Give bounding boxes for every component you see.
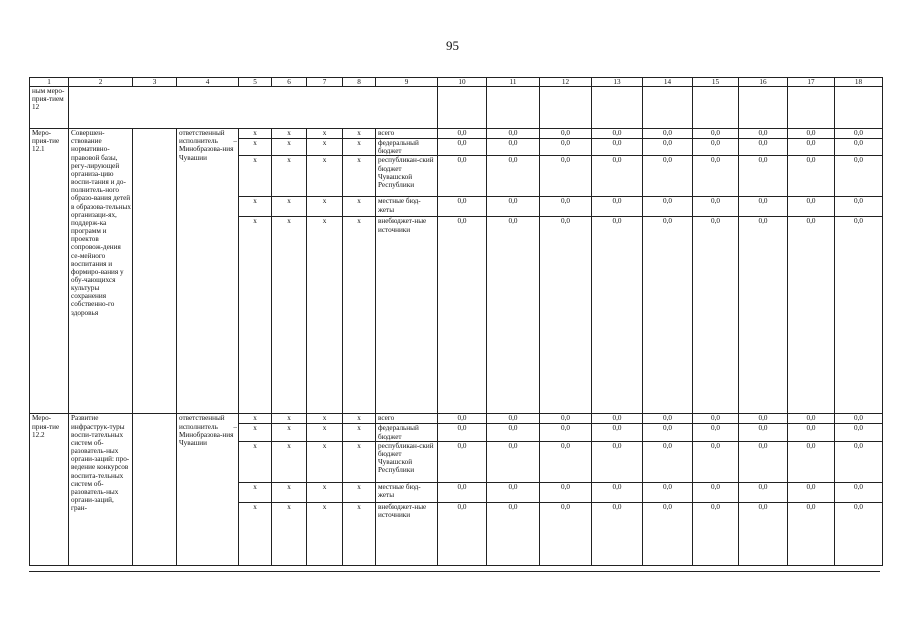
budget-value: 0,0 bbox=[487, 197, 540, 217]
budget-value: 0,0 bbox=[693, 197, 739, 217]
not-applicable-mark: x bbox=[272, 441, 307, 482]
budget-value: 0,0 bbox=[643, 217, 693, 414]
not-applicable-mark: x bbox=[343, 139, 376, 156]
column-number-row bbox=[30, 78, 883, 87]
budget-value: 0,0 bbox=[438, 441, 487, 482]
not-applicable-mark: x bbox=[307, 502, 343, 565]
budget-value: 0,0 bbox=[438, 414, 487, 424]
not-applicable-mark: x bbox=[343, 502, 376, 565]
budget-value: 0,0 bbox=[643, 156, 693, 197]
budget-value: 0,0 bbox=[693, 156, 739, 197]
column-number: 10 bbox=[438, 78, 487, 87]
budget-value: 0,0 bbox=[592, 424, 643, 441]
column-number: 2 bbox=[69, 78, 133, 87]
budget-value: 0,0 bbox=[835, 441, 883, 482]
budget-row bbox=[30, 414, 883, 424]
budget-value: 0,0 bbox=[643, 197, 693, 217]
budget-value: 0,0 bbox=[693, 139, 739, 156]
column-number: 9 bbox=[376, 78, 438, 87]
budget-value: 0,0 bbox=[540, 424, 592, 441]
budget-value: 0,0 bbox=[835, 197, 883, 217]
not-applicable-mark: x bbox=[343, 156, 376, 197]
not-applicable-mark: x bbox=[307, 197, 343, 217]
funding-source: всего bbox=[376, 414, 438, 424]
budget-value: 0,0 bbox=[438, 502, 487, 565]
budget-value: 0,0 bbox=[592, 414, 643, 424]
not-applicable-mark: x bbox=[239, 139, 272, 156]
empty-cell bbox=[69, 87, 438, 129]
budget-value: 0,0 bbox=[487, 139, 540, 156]
budget-value: 0,0 bbox=[643, 441, 693, 482]
budget-value: 0,0 bbox=[693, 441, 739, 482]
budget-value: 0,0 bbox=[739, 482, 788, 502]
budget-value: 0,0 bbox=[835, 156, 883, 197]
budget-value: 0,0 bbox=[643, 502, 693, 565]
funding-source: всего bbox=[376, 129, 438, 139]
empty-cell bbox=[739, 87, 788, 129]
budget-value: 0,0 bbox=[788, 129, 835, 139]
not-applicable-mark: x bbox=[239, 424, 272, 441]
not-applicable-mark: x bbox=[307, 139, 343, 156]
budget-value: 0,0 bbox=[739, 502, 788, 565]
not-applicable-mark: x bbox=[307, 424, 343, 441]
budget-value: 0,0 bbox=[592, 441, 643, 482]
column-number: 8 bbox=[343, 78, 376, 87]
budget-value: 0,0 bbox=[438, 217, 487, 414]
budget-value: 0,0 bbox=[739, 156, 788, 197]
column-3-cell bbox=[133, 414, 177, 565]
budget-value: 0,0 bbox=[788, 414, 835, 424]
budget-value: 0,0 bbox=[643, 139, 693, 156]
budget-value: 0,0 bbox=[643, 424, 693, 441]
budget-value: 0,0 bbox=[835, 424, 883, 441]
not-applicable-mark: x bbox=[239, 129, 272, 139]
budget-value: 0,0 bbox=[835, 217, 883, 414]
empty-cell bbox=[788, 87, 835, 129]
budget-value: 0,0 bbox=[788, 197, 835, 217]
column-number: 14 bbox=[643, 78, 693, 87]
not-applicable-mark: x bbox=[272, 129, 307, 139]
budget-value: 0,0 bbox=[693, 129, 739, 139]
carry-over-text: ным меро-прия-тием 12 bbox=[30, 87, 69, 129]
not-applicable-mark: x bbox=[272, 414, 307, 424]
not-applicable-mark: x bbox=[343, 441, 376, 482]
not-applicable-mark: x bbox=[272, 482, 307, 502]
responsible-executor: ответственный исполнитель – Минобразова-ния Чувашии bbox=[177, 414, 239, 565]
budget-value: 0,0 bbox=[592, 197, 643, 217]
budget-value: 0,0 bbox=[643, 482, 693, 502]
not-applicable-mark: x bbox=[272, 156, 307, 197]
empty-cell bbox=[540, 87, 592, 129]
budget-value: 0,0 bbox=[788, 424, 835, 441]
budget-value: 0,0 bbox=[835, 139, 883, 156]
budget-value: 0,0 bbox=[592, 502, 643, 565]
budget-value: 0,0 bbox=[788, 217, 835, 414]
budget-value: 0,0 bbox=[739, 217, 788, 414]
column-number: 3 bbox=[133, 78, 177, 87]
not-applicable-mark: x bbox=[272, 139, 307, 156]
budget-value: 0,0 bbox=[487, 129, 540, 139]
not-applicable-mark: x bbox=[239, 156, 272, 197]
table-bottom-border bbox=[29, 571, 880, 572]
column-number: 15 bbox=[693, 78, 739, 87]
budget-value: 0,0 bbox=[487, 156, 540, 197]
budget-value: 0,0 bbox=[438, 424, 487, 441]
empty-cell bbox=[438, 87, 487, 129]
column-number: 16 bbox=[739, 78, 788, 87]
not-applicable-mark: x bbox=[272, 424, 307, 441]
budget-value: 0,0 bbox=[739, 441, 788, 482]
column-number: 11 bbox=[487, 78, 540, 87]
funding-source: внебюджет-ные источники bbox=[376, 217, 438, 414]
budget-value: 0,0 bbox=[592, 129, 643, 139]
budget-value: 0,0 bbox=[487, 424, 540, 441]
event-label: Меро-прия-тие 12.2 bbox=[30, 414, 69, 565]
budget-value: 0,0 bbox=[739, 139, 788, 156]
column-number: 12 bbox=[540, 78, 592, 87]
budget-value: 0,0 bbox=[487, 441, 540, 482]
empty-cell bbox=[643, 87, 693, 129]
budget-value: 0,0 bbox=[592, 217, 643, 414]
funding-source: республикан-ский бюджет Чувашской Республики bbox=[376, 156, 438, 197]
budget-value: 0,0 bbox=[835, 129, 883, 139]
budget-value: 0,0 bbox=[438, 156, 487, 197]
not-applicable-mark: x bbox=[272, 502, 307, 565]
not-applicable-mark: x bbox=[239, 482, 272, 502]
budget-value: 0,0 bbox=[835, 414, 883, 424]
funding-source: местные бюд-жеты bbox=[376, 482, 438, 502]
budget-value: 0,0 bbox=[592, 139, 643, 156]
budget-value: 0,0 bbox=[487, 482, 540, 502]
column-number: 4 bbox=[177, 78, 239, 87]
budget-value: 0,0 bbox=[487, 502, 540, 565]
column-number: 17 bbox=[788, 78, 835, 87]
budget-value: 0,0 bbox=[788, 482, 835, 502]
budget-value: 0,0 bbox=[540, 217, 592, 414]
not-applicable-mark: x bbox=[272, 197, 307, 217]
carry-over-row bbox=[30, 87, 883, 129]
column-number: 1 bbox=[30, 78, 69, 87]
budget-value: 0,0 bbox=[835, 482, 883, 502]
not-applicable-mark: x bbox=[307, 441, 343, 482]
not-applicable-mark: x bbox=[307, 482, 343, 502]
budget-value: 0,0 bbox=[438, 129, 487, 139]
not-applicable-mark: x bbox=[343, 129, 376, 139]
budget-value: 0,0 bbox=[487, 414, 540, 424]
budget-value: 0,0 bbox=[739, 129, 788, 139]
budget-value: 0,0 bbox=[693, 502, 739, 565]
column-number: 13 bbox=[592, 78, 643, 87]
responsible-executor: ответственный исполнитель – Минобразова-ния Чувашии bbox=[177, 129, 239, 414]
empty-cell bbox=[592, 87, 643, 129]
column-number: 18 bbox=[835, 78, 883, 87]
budget-value: 0,0 bbox=[693, 482, 739, 502]
budget-value: 0,0 bbox=[693, 217, 739, 414]
not-applicable-mark: x bbox=[272, 217, 307, 414]
funding-source: республикан-ский бюджет Чувашской Республики bbox=[376, 441, 438, 482]
not-applicable-mark: x bbox=[239, 217, 272, 414]
budget-table bbox=[29, 77, 883, 566]
budget-value: 0,0 bbox=[540, 441, 592, 482]
column-number: 5 bbox=[239, 78, 272, 87]
not-applicable-mark: x bbox=[343, 197, 376, 217]
budget-row bbox=[30, 129, 883, 139]
event-label: Меро-прия-тие 12.1 bbox=[30, 129, 69, 414]
budget-value: 0,0 bbox=[788, 441, 835, 482]
budget-value: 0,0 bbox=[788, 139, 835, 156]
column-number: 7 bbox=[307, 78, 343, 87]
budget-value: 0,0 bbox=[643, 414, 693, 424]
budget-value: 0,0 bbox=[540, 156, 592, 197]
empty-cell bbox=[835, 87, 883, 129]
not-applicable-mark: x bbox=[307, 156, 343, 197]
budget-value: 0,0 bbox=[788, 502, 835, 565]
empty-cell bbox=[693, 87, 739, 129]
not-applicable-mark: x bbox=[307, 414, 343, 424]
empty-cell bbox=[487, 87, 540, 129]
budget-value: 0,0 bbox=[540, 139, 592, 156]
not-applicable-mark: x bbox=[307, 129, 343, 139]
budget-value: 0,0 bbox=[643, 129, 693, 139]
column-number: 6 bbox=[272, 78, 307, 87]
budget-value: 0,0 bbox=[438, 197, 487, 217]
budget-value: 0,0 bbox=[592, 482, 643, 502]
budget-value: 0,0 bbox=[835, 502, 883, 565]
budget-value: 0,0 bbox=[540, 502, 592, 565]
budget-value: 0,0 bbox=[438, 139, 487, 156]
budget-value: 0,0 bbox=[438, 482, 487, 502]
not-applicable-mark: x bbox=[343, 414, 376, 424]
funding-source: федеральный бюджет bbox=[376, 139, 438, 156]
budget-value: 0,0 bbox=[487, 217, 540, 414]
not-applicable-mark: x bbox=[343, 424, 376, 441]
budget-value: 0,0 bbox=[693, 414, 739, 424]
not-applicable-mark: x bbox=[239, 502, 272, 565]
budget-value: 0,0 bbox=[592, 156, 643, 197]
budget-value: 0,0 bbox=[540, 414, 592, 424]
not-applicable-mark: x bbox=[239, 414, 272, 424]
event-description: Совершен-ствование нормативно-правовой базы, регу-лирующей организа-цию воспи-тания и до-полнитель-ного образо-вания детей в образова-тельных организаци-ях, поддерж-ка программ и проектов сопровож-дения се-мейного воспитания и формиро-вания у обу-чающихся культуры сохранения собственно-го здоровья bbox=[69, 129, 133, 414]
not-applicable-mark: x bbox=[239, 197, 272, 217]
budget-value: 0,0 bbox=[540, 197, 592, 217]
not-applicable-mark: x bbox=[343, 217, 376, 414]
budget-value: 0,0 bbox=[540, 129, 592, 139]
funding-source: внебюджет-ные источники bbox=[376, 502, 438, 565]
budget-value: 0,0 bbox=[739, 414, 788, 424]
budget-value: 0,0 bbox=[693, 424, 739, 441]
column-3-cell bbox=[133, 129, 177, 414]
not-applicable-mark: x bbox=[307, 217, 343, 414]
not-applicable-mark: x bbox=[239, 441, 272, 482]
budget-value: 0,0 bbox=[739, 424, 788, 441]
budget-value: 0,0 bbox=[739, 197, 788, 217]
budget-value: 0,0 bbox=[788, 156, 835, 197]
budget-value: 0,0 bbox=[540, 482, 592, 502]
funding-source: федеральный бюджет bbox=[376, 424, 438, 441]
page-number: 95 bbox=[446, 38, 459, 53]
not-applicable-mark: x bbox=[343, 482, 376, 502]
event-description: Развитие инфраструк-туры воспи-тательных систем об-разователь-ных органи-заций: про-ведение конкурсов воспита-тельных систем об-разователь-ных органи-заций, гран- bbox=[69, 414, 133, 565]
funding-source: местные бюд-жеты bbox=[376, 197, 438, 217]
